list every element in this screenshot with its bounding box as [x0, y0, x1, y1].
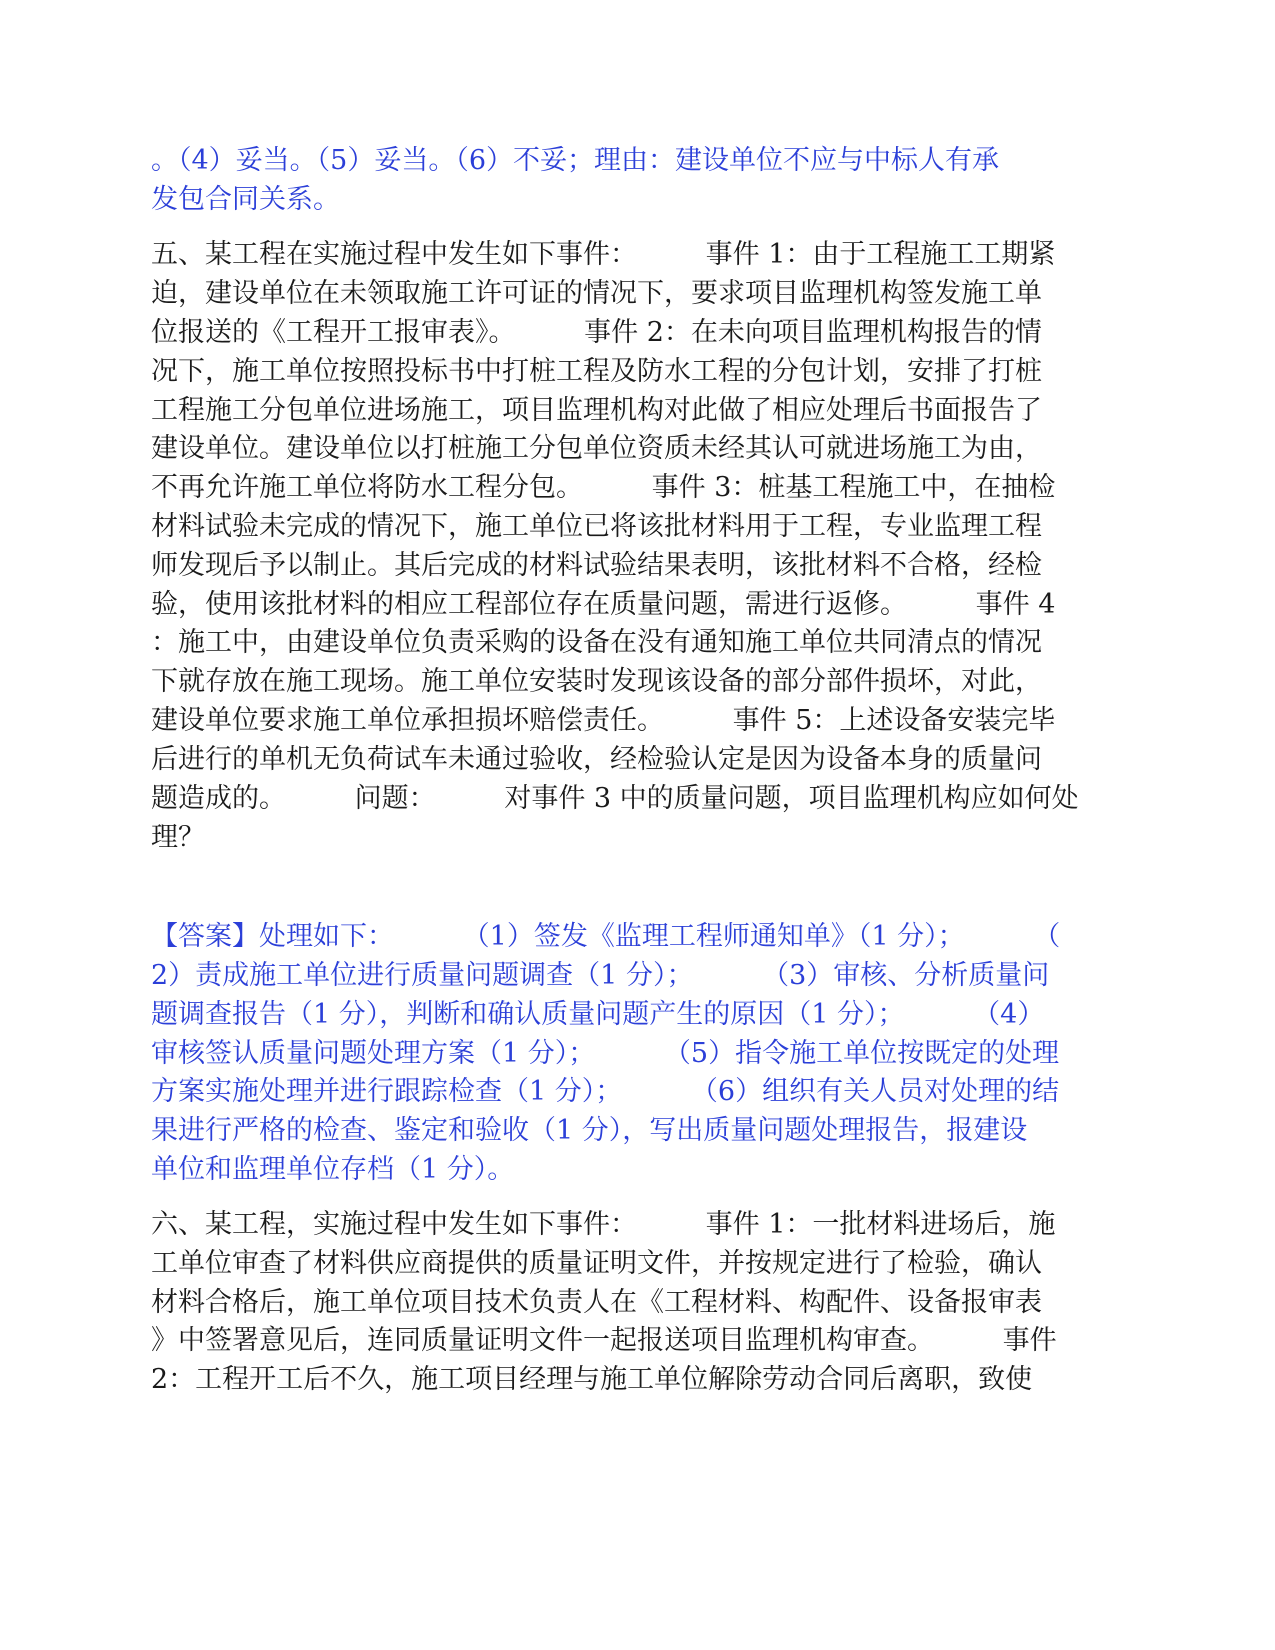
question-line: 六、某工程，实施过程中发生如下事件： 事件 1：一批材料进场后，施: [151, 1209, 1056, 1240]
question-line: 验，使用该批材料的相应工程部位存在质量问题，需进行返修。 事件 4: [151, 589, 1056, 620]
question-line: 理？: [151, 822, 205, 853]
question-line: 》中签署意见后，连同质量证明文件一起报送项目监理机构审查。 事件: [151, 1325, 1057, 1356]
question-line: 况下，施工单位按照投标书中打桩工程及防水工程的分包计划，安排了打桩: [151, 356, 1042, 387]
question-line: 工单位审查了材料供应商提供的质量证明文件，并按规定进行了检验，确认: [151, 1248, 1042, 1279]
question-line: 不再允许施工单位将防水工程分包。 事件 3：桩基工程施工中，在抽检: [151, 472, 1056, 503]
answer-tail-line: 发包合同关系。: [151, 184, 340, 215]
question-line: 五、某工程在实施过程中发生如下事件： 事件 1：由于工程施工工期紧: [151, 239, 1056, 270]
question-line: 建设单位要求施工单位承担损坏赔偿责任。 事件 5：上述设备安装完毕: [151, 705, 1056, 736]
answer-line: 【答案】处理如下： （1）签发《监理工程师通知单》（1 分）； （: [151, 921, 1061, 952]
question-line: 题造成的。 问题： 对事件 3 中的质量问题，项目监理机构应如何处: [151, 783, 1079, 814]
question-line: 材料合格后，施工单位项目技术负责人在《工程材料、构配件、设备报审表: [151, 1287, 1042, 1318]
question-line: 工程施工分包单位进场施工，项目监理机构对此做了相应处理后书面报告了: [151, 395, 1042, 426]
question-line: 建设单位。建设单位以打桩施工分包单位资质未经其认可就进场施工为由，: [151, 433, 1042, 464]
answer-line: 果进行严格的检查、鉴定和验收（1 分），写出质量问题处理报告，报建设: [151, 1115, 1028, 1146]
question-line: 材料试验未完成的情况下，施工单位已将该批材料用于工程，专业监理工程: [151, 511, 1042, 542]
answer-line: 2）责成施工单位进行质量问题调查（1 分）； （3）审核、分析质量问: [151, 960, 1050, 991]
question-line: 后进行的单机无负荷试车未通过验收，经检验认定是因为设备本身的质量问: [151, 744, 1042, 775]
question-line: 下就存放在施工现场。施工单位安装时发现该设备的部分部件损坏，对此，: [151, 666, 1042, 697]
answer-line: 题调查报告（1 分），判断和确认质量问题产生的原因（1 分）； （4）: [151, 999, 1045, 1030]
answer-line: 审核签认质量问题处理方案（1 分）； （5）指令施工单位按既定的处理: [151, 1038, 1060, 1069]
answer-line: 单位和监理单位存档（1 分）。: [151, 1154, 515, 1185]
answer-tail-line: 。（4）妥当。（5）妥当。（6）不妥；理由：建设单位不应与中标人有承: [151, 145, 1000, 176]
question-line: ：施工中，由建设单位负责采购的设备在没有通知施工单位共同清点的情况: [151, 627, 1042, 658]
question-line: 位报送的《工程开工报审表》。 事件 2：在未向项目监理机构报告的情: [151, 317, 1042, 348]
question-line: 迫，建设单位在未领取施工许可证的情况下，要求项目监理机构签发施工单: [151, 278, 1042, 309]
answer-line: 方案实施处理并进行跟踪检查（1 分）； （6）组织有关人员对处理的结: [151, 1076, 1060, 1107]
question-line: 2：工程开工后不久，施工项目经理与施工单位解除劳动合同后离职，致使: [151, 1364, 1033, 1395]
question-line: 师发现后予以制止。其后完成的材料试验结果表明，该批材料不合格，经检: [151, 550, 1042, 581]
